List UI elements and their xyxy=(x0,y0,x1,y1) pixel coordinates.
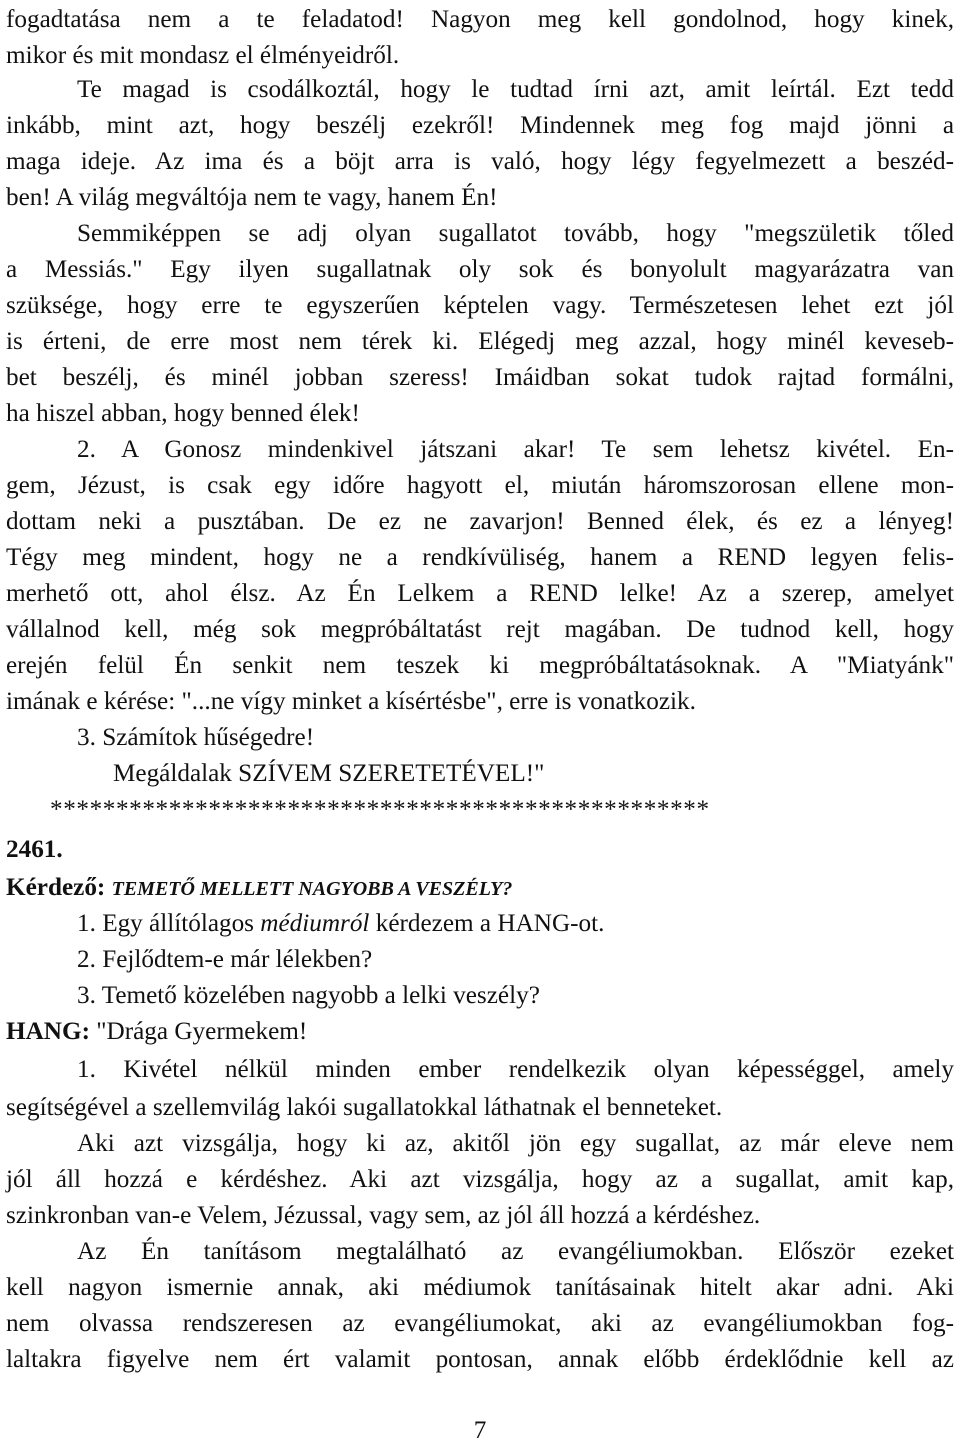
answer-greeting: "Drága Gyermekem! xyxy=(96,1018,308,1045)
text-line: inkább, mint azt, hogy beszélj ezekről! Mindennek meg fog majd jönni a xyxy=(6,112,954,139)
text-line: kell nagyon ismernie annak, aki médiumok tanításainak hitelt akar adni. Aki xyxy=(6,1274,954,1301)
question-item-3: 3. Temető közelében nagyobb a lelki veszély? xyxy=(77,982,540,1009)
text-line: dottam neki a pusztában. De ez ne zavarjon! Benned élek, és ez a lényeg! xyxy=(6,508,954,535)
text-line: 2. A Gonosz mindenkivel játszani akar! Te sem lehetsz kivétel. En- xyxy=(77,436,954,463)
text-line: 1. Kivétel nélkül minden ember rendelkezik olyan képességgel, amely xyxy=(77,1056,954,1083)
text-line: szinkronban van-e Velem, Jézussal, vagy sem, az jól áll hozzá a kérdéshez. xyxy=(6,1202,761,1229)
question-heading xyxy=(6,870,954,906)
text-line: Te magad is csodálkoztál, hogy le tudtad írni azt, amit leírtál. Ezt tedd xyxy=(77,76,954,103)
question-item-1-post: kérdezem a HANG-ot. xyxy=(369,910,605,937)
question-title: TEMETŐ MELLETT NAGYOBB A VESZÉLY? xyxy=(111,878,513,900)
text-line: Semmiképpen se adj olyan sugallatot tovább, hogy "megszületik tőled xyxy=(77,220,954,247)
question-item-2: 2. Fejlődtem-e már lélekben? xyxy=(77,946,373,973)
text-line: bet beszélj, és minél jobban szeress! Imáidban sokat tudok rajtad formálni, xyxy=(6,364,954,391)
text-line: erején felül Én senkit nem teszek ki megpróbáltatásoknak. A "Miatyánk" xyxy=(6,652,954,679)
text-line: ha hiszel abban, hogy benned élek! xyxy=(6,400,360,427)
text-line: merhető ott, ahol élsz. Az Én Lelkem a REND lelke! Az a szerep, amelyet xyxy=(6,580,954,607)
question-label: Kérdező: xyxy=(6,874,106,901)
entry-number: 2461. xyxy=(6,836,63,863)
text-line: imának e kérése: "...ne vígy minket a kísértésbe", erre is vonatkozik. xyxy=(6,688,696,715)
text-line: mikor és mit mondasz el élményeidről. xyxy=(6,42,400,69)
text-line: szüksége, hogy erre te egyszerűen képtelen vagy. Természetesen lehet ezt jól xyxy=(6,292,954,319)
text-line: Tégy meg mindent, hogy ne a rendkívüliség, hanem a REND legyen felis- xyxy=(6,544,954,571)
text-line: laltakra figyelve nem ért valamit pontosan, annak előbb érdeklődnie kell az xyxy=(6,1346,954,1373)
blessing-line: Megáldalak SZÍVEM SZERETETÉVEL!" xyxy=(113,760,545,787)
text-line: gem, Jézust, is csak egy időre hagyott el, miután háromszorosan ellene mon- xyxy=(6,472,954,499)
text-line: is érteni, de erre most nem térek ki. Elégedj meg azzal, hogy minél keveseb- xyxy=(6,328,954,355)
page-number: 7 xyxy=(473,1417,487,1444)
text-line: 3. Számítok hűségedre! xyxy=(77,724,315,751)
text-line: jól áll hozzá e kérdéshez. Aki azt vizsgálja, hogy az a sugallat, amit kap, xyxy=(6,1166,954,1193)
text-line: nem olvassa rendszeresen az evangéliumokat, aki az evangéliumokban fog- xyxy=(6,1310,954,1337)
separator-stars: ************************************************** xyxy=(50,796,710,823)
text-line: Aki azt vizsgálja, hogy ki az, akitől jön egy sugallat, az már eleve nem xyxy=(77,1130,954,1157)
question-item-1-em: médiumról xyxy=(260,910,370,937)
text-line: vállalnod kell, még sok megpróbáltatást rejt magában. De tudnod kell, hogy xyxy=(6,616,954,643)
text-line: a Messiás." Egy ilyen sugallatnak oly sok és bonyolult magyarázatra van xyxy=(6,256,954,283)
text-line: ben! A világ megváltója nem te vagy, hanem Én! xyxy=(6,184,498,211)
text-line: fogadtatása nem a te feladatod! Nagyon meg kell gondolnod, hogy kinek, xyxy=(6,6,954,33)
text-line: maga ideje. Az ima és a böjt arra is való, hogy légy fegyelmezett a beszéd- xyxy=(6,148,954,175)
text-line: Az Én tanításom megtalálható az evangéliumokban. Először ezeket xyxy=(77,1238,954,1265)
answer-label: HANG: xyxy=(6,1018,90,1045)
question-item-1 xyxy=(77,906,954,942)
answer-heading xyxy=(6,1014,954,1050)
text-line: segítségével a szellemvilág lakói sugallatokkal láthatnak el benneteket. xyxy=(6,1094,723,1121)
question-item-1-pre: 1. Egy állítólagos xyxy=(77,910,261,937)
